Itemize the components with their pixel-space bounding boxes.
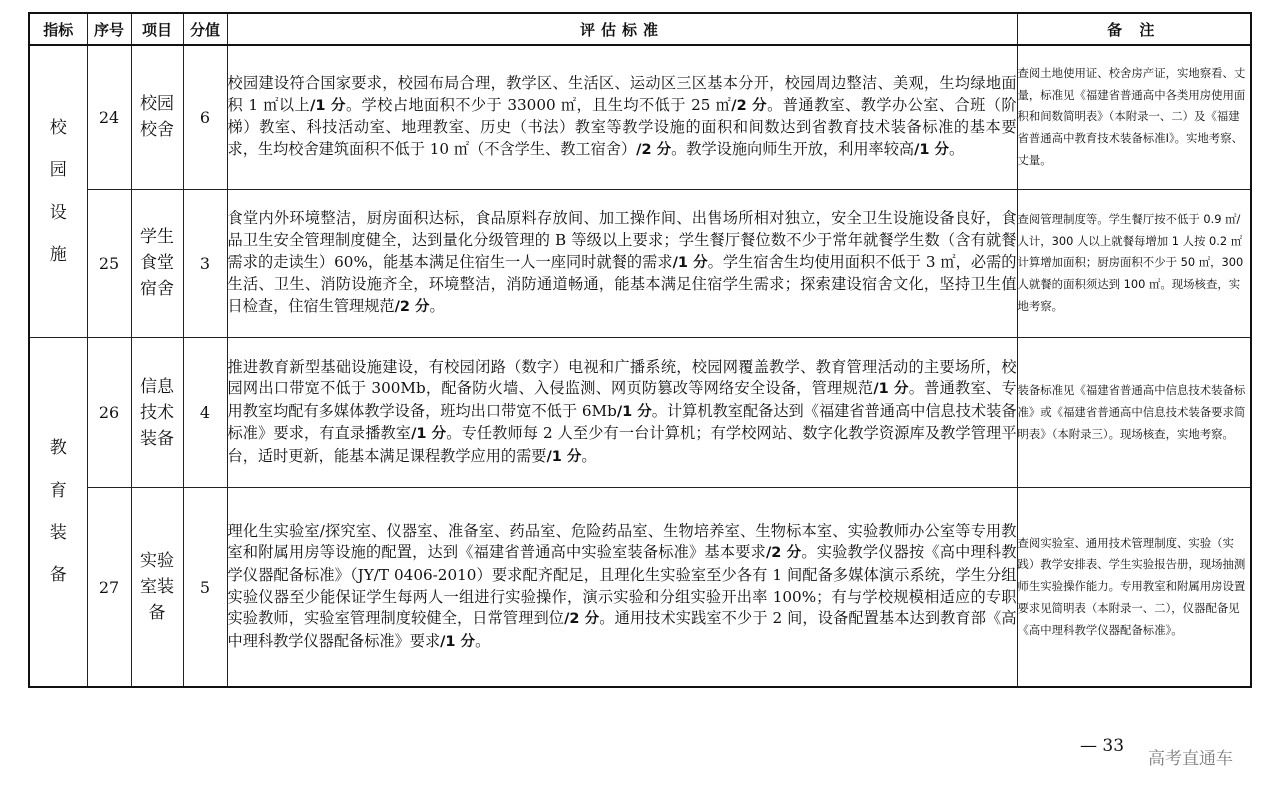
standard-text: 。教学设施向师生开放，利用率较高: [671, 139, 915, 158]
score-point: /2 分: [731, 97, 768, 114]
score-point: /1 分: [672, 254, 708, 271]
item-line: 信息: [140, 376, 174, 397]
item-line: 学生: [140, 227, 174, 248]
standard-cell: [227, 45, 1017, 189]
item-cell: [131, 45, 183, 189]
standard-text: 校园建设符合国家要求，校园布局合理，教学区、生活区、运动区三区基本分开，校园周边整洁、美观，生均绿地面积 1 ㎡以上: [227, 74, 1017, 114]
category-char: 设: [49, 202, 67, 223]
table-row: [29, 189, 1251, 337]
score-point: /1 分: [411, 426, 447, 443]
score-cell: 5: [183, 488, 227, 687]
standard-text: 。: [429, 296, 445, 315]
item-line: 宿舍: [140, 279, 174, 300]
remark-cell: 装备标准见《福建省普通高中信息技术装备标准》或《福建省普通高中信息技术装备要求简明表》（本附录三）。现场核查，实地考察。: [1017, 338, 1251, 488]
standard-cell: [227, 189, 1017, 337]
category-cell: [29, 338, 87, 687]
remark-cell: 查阅实验室、通用技术管理制度、实验（实践）教学安排表、学生实验报告册，现场抽测师生实验操作能力。专用教室和附属用房设置要求见简明表（本附录一、二），仪器配备见《高中理科教学仪器配备标准》。: [1017, 488, 1251, 687]
score-point: /1 分: [440, 633, 476, 650]
score-point: /1 分: [310, 97, 346, 114]
standard-text: 。学校占地面积不少于 33000 ㎡，且生均不低于 25 ㎡: [345, 95, 732, 114]
category-cell: [29, 45, 87, 338]
item-line: 实验: [140, 551, 174, 572]
category-char: 园: [49, 160, 67, 181]
standard-text: 。: [475, 631, 491, 650]
standard-text: 。计算机教室配备达到《福建省普通高中信息技术装备标准》要求，有直录播教室: [227, 401, 1017, 443]
page-number: — 33: [1080, 736, 1125, 756]
header-item: 项目: [131, 13, 183, 45]
score-point: /1 分: [546, 449, 582, 466]
score-point: /2 分: [636, 141, 672, 158]
score-point: /2 分: [765, 545, 802, 562]
item-cell: [131, 338, 183, 488]
seq-cell: 27: [87, 488, 131, 687]
score-point: /1 分: [616, 403, 652, 420]
table-row: [29, 488, 1251, 687]
standard-text: 。普通教室、专用教室均配有多媒体教学设备，班均出口带宽不低于 6Mb: [227, 379, 1017, 420]
category-char: 育: [49, 480, 67, 501]
standard-text: 。实验教学仪器按《高中理科教学仪器配备标准》（JY/T 0406-2010）要求配齐配足，且理化生实验室至少各有 1 间配备多媒体演示系统，学生分组实验仪器至少能保证学生每两人一组进行实验操作，演示实验和分组实验开出率 100%；有与学校规模相适应的专职实验教师，实验室管理制度较健全，日常管理到位: [227, 543, 1017, 628]
header-seq: 序号: [87, 13, 131, 45]
score-cell: 6: [183, 45, 227, 189]
item-cell: [131, 189, 183, 337]
category-char: 施: [49, 244, 67, 265]
category-char: 装: [49, 523, 67, 544]
standard-text: 。: [581, 447, 597, 466]
table-row: [29, 338, 1251, 488]
evaluation-table: [28, 12, 1252, 688]
remark-cell: 查阅土地使用证、校舍房产证，实地察看、丈量，标准见《福建省普通高中各类用房使用面积和间数简明表》（本附录一、二）及《福建省普通高中教育技术装备标准Ⅰ》。实地考察、丈量。: [1017, 45, 1251, 189]
score-point: /1 分: [914, 141, 950, 158]
item-line: 校园: [140, 94, 174, 115]
header-remark: 备 注: [1017, 13, 1251, 45]
item-line: 室装: [140, 577, 174, 598]
standard-text: 。普通教室、教学办公室、合班（阶梯）教室、科技活动室、地理教室、历史（书法）教室等教学设施的面积和间数达到省教育技术装备标准的基本要求，生均校舍建筑面积不低于 10 ㎡（不含学生、教工宿舍）: [227, 95, 1017, 158]
standard-cell: [227, 488, 1017, 687]
item-line: 食堂: [140, 253, 174, 274]
item-line: 校舍: [140, 120, 174, 141]
category-char: 校: [49, 117, 67, 138]
seq-cell: 25: [87, 189, 131, 337]
standard-text: 理化生实验室/探究室、仪器室、准备室、药品室、危险药品室、生物培养室、生物标本室、实验教师办公室等专用教室和附属用房等设施的配置，达到《福建省普通高中实验室装备标准》基本要求: [227, 521, 1017, 562]
score-point: /2 分: [564, 611, 600, 628]
standard-text: 。: [949, 139, 965, 158]
item-line: 技术: [140, 402, 174, 423]
item-line: 装备: [140, 428, 174, 449]
item-line: 备: [148, 603, 166, 624]
table-row: [29, 45, 1251, 189]
standard-text: 。专任教师每 2 人至少有一台计算机；有学校网站、数字化教学资源库及教学管理平台，适时更新，能基本满足课程教学应用的需要: [227, 424, 1017, 466]
watermark-text: 高考直通车: [1148, 749, 1233, 769]
header-indicator: 指标: [29, 13, 87, 45]
score-cell: 4: [183, 338, 227, 488]
standard-text: 食堂内外环境整洁，厨房面积达标，食品原料存放间、加工操作间、出售场所相对独立，安全卫生设施设备良好，食品卫生安全管理制度健全，达到量化分级管理的 B 等级以上要求；学生餐厅餐位数不少于常年就餐学生数（含有就餐需求的走读生）60%，能基本满足住宿生一人一座同时就餐的需求: [227, 209, 1017, 271]
header-row: [29, 13, 1251, 45]
standard-text: 推进教育新型基础设施建设，有校园闭路（数字）电视和广播系统，校园网覆盖教学、教育管理活动的主要场所，校园网出口带宽不低于 300Mb，配备防火墙、入侵监测、网页防篡改等网络安全设备，管理规范: [227, 357, 1017, 398]
category-char: 教: [49, 438, 67, 459]
header-standard: 评估标准: [227, 13, 1017, 45]
standard-text: 。学生宿舍生均使用面积不低于 3 ㎡，必需的生活、卫生、消防设施齐全，环境整洁，消防通道畅通，能基本满足住宿学生需求；探索建设宿舍文化，坚持卫生值日检查，住宿生管理规范: [227, 252, 1017, 315]
item-cell: [131, 488, 183, 687]
seq-cell: 26: [87, 338, 131, 488]
score-point: /2 分: [394, 298, 430, 315]
header-score: 分值: [183, 13, 227, 45]
remark-cell: 查阅管理制度等。学生餐厅按不低于 0.9 ㎡/人计，300 人以上就餐每增加 1 人按 0.2 ㎡计算增加面积；厨房面积不少于 50 ㎡，300 人就餐的面积须达到 100 ㎡。现场核查，实地考察。: [1017, 189, 1251, 337]
standard-text: 。通用技术实践室不少于 2 间，设备配置基本达到教育部《高中理科教学仪器配备标准》要求: [227, 609, 1017, 650]
score-cell: 3: [183, 189, 227, 337]
seq-cell: 24: [87, 45, 131, 189]
standard-cell: [227, 338, 1017, 488]
score-point: /1 分: [873, 381, 909, 398]
category-char: 备: [49, 565, 67, 586]
